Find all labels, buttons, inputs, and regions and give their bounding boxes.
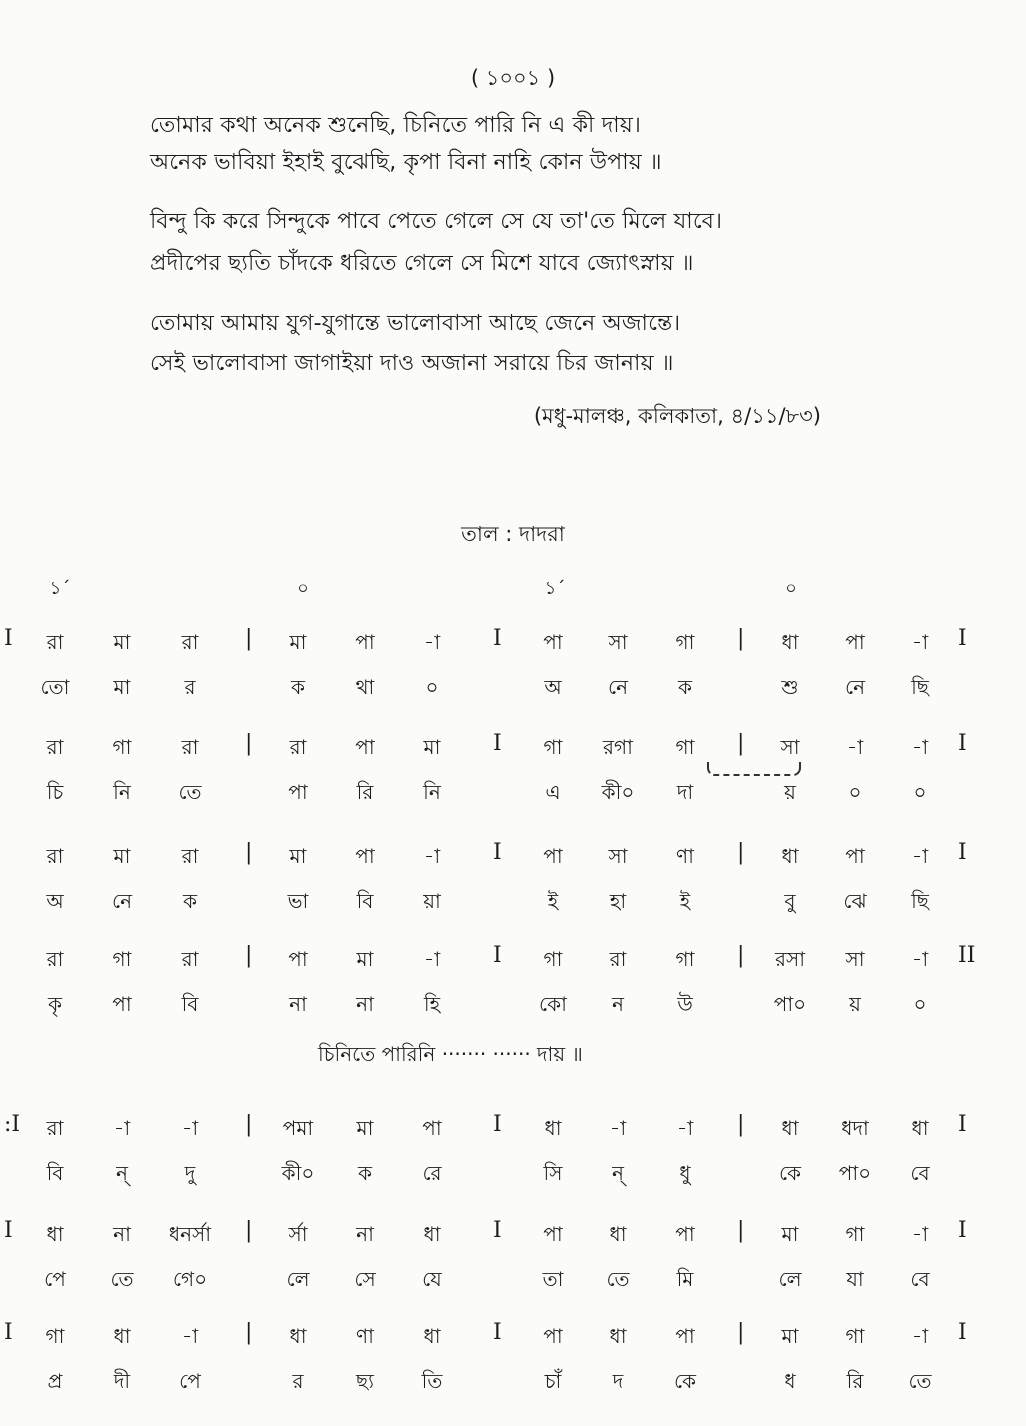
verse-line-6: সেই ভালোবাসা জাগাইয়া দাও অজানা সরায়ে চির জানায় ॥ [150, 351, 674, 376]
lyric-syllable: ই [547, 889, 559, 913]
swara-note: -া [846, 735, 864, 759]
lyric-syllable: এ [545, 780, 561, 804]
lyric-syllable: ধু [679, 1161, 691, 1185]
lyric-syllable: ন্ [116, 1161, 128, 1185]
swara-note: ধা [113, 1324, 131, 1348]
lyric-syllable: না [356, 992, 374, 1016]
verse-line-1: তোমার কথা অনেক শুনেছি, চিনিতে পারি নি এ কী দায়। [150, 113, 642, 138]
beat-divider: | [737, 731, 745, 756]
lyric-syllable: ঝে [843, 889, 867, 913]
swara-note: ধা [781, 630, 799, 654]
lyric-syllable: য়া [423, 889, 441, 913]
beat-divider: I [493, 1218, 502, 1243]
lyric-syllable: পা০ [773, 992, 807, 1016]
swara-note: ধা [544, 1116, 562, 1140]
verse-line-5: তোমায় আমায় যুগ-যুগান্তে ভালোবাসা আছে জেনে অজান্তে। [150, 311, 681, 336]
swara-note: রা [181, 630, 199, 654]
lyric-syllable: পা [288, 780, 308, 804]
verse-line-3: বিন্দু কি করে সিন্দুকে পাবে পেতে গেলে সে যে তা'তে মিলে যাবে। [150, 209, 723, 234]
beat-mark-1: ১´ [49, 578, 71, 599]
lyric-syllable: দা [676, 780, 694, 804]
swara-note: পা [543, 1324, 563, 1348]
swara-note: -া [423, 630, 441, 654]
swara-note: পা [675, 1222, 695, 1246]
swara-note: -া [181, 1324, 199, 1348]
lyric-syllable: উ [677, 992, 693, 1016]
lyric-syllable: যা [846, 1267, 864, 1291]
beat-divider: | [245, 731, 253, 756]
lyric-syllable: বি [356, 889, 374, 913]
swara-note: গা [675, 735, 695, 759]
swara-note: মা [289, 630, 307, 654]
lyric-syllable: ক [358, 1161, 372, 1185]
swara-note: ধা [609, 1222, 627, 1246]
lyric-syllable: অ [46, 889, 64, 913]
swara-note: -া [181, 1116, 199, 1140]
beat-divider: | [245, 1112, 253, 1137]
lyric-syllable: হি [423, 992, 441, 1016]
swara-note: পা [845, 630, 865, 654]
beat-mark-3: ১´ [544, 578, 566, 599]
swara-note: -া [911, 844, 929, 868]
swara-note: রা [609, 947, 627, 971]
lyric-syllable: ছ্য [356, 1369, 374, 1393]
lyric-syllable: ধ [784, 1369, 796, 1393]
swara-note: ধনর্সা [168, 1222, 212, 1246]
lyric-syllable: কী০ [281, 1161, 315, 1185]
lyric-syllable: ০ [848, 780, 862, 804]
lyric-syllable: ক [291, 675, 305, 699]
bar-close: II [958, 943, 976, 968]
swara-note: গা [45, 1324, 65, 1348]
swara-note: না [356, 1222, 374, 1246]
swara-note: ণা [676, 844, 694, 868]
lyric-syllable: বি [46, 1161, 64, 1185]
lyric-syllable: লে [286, 1267, 310, 1291]
swara-note: র্সা [288, 1222, 308, 1246]
swara-note: ধা [609, 1324, 627, 1348]
lyric-syllable: বে [910, 1267, 930, 1291]
swara-note: গা [112, 947, 132, 971]
lyric-syllable: দী [113, 1369, 131, 1393]
swara-note: গা [845, 1324, 865, 1348]
bar-open: :I [4, 1112, 21, 1137]
lyric-syllable: তো [40, 675, 70, 699]
bar-close: I [958, 1218, 967, 1243]
swara-note: মা [356, 1116, 374, 1140]
tal-heading: তাল : দাদরা [461, 522, 565, 546]
beat-divider: I [493, 840, 502, 865]
lyric-syllable: ন [612, 992, 624, 1016]
lyric-syllable: ই [679, 889, 691, 913]
lyric-syllable: প্র [47, 1369, 63, 1393]
swara-note: সা [608, 630, 628, 654]
lyric-syllable: চাঁ [544, 1369, 562, 1393]
lyric-syllable: পে [179, 1369, 201, 1393]
bar-open: I [4, 626, 13, 651]
swara-note: পা [355, 630, 375, 654]
lyric-syllable: কো [539, 992, 567, 1016]
swara-note: পা [543, 844, 563, 868]
lyric-syllable: বে [910, 1161, 930, 1185]
swara-note: ধদা [841, 1116, 869, 1140]
lyric-syllable: রি [356, 780, 374, 804]
swara-note: মা [113, 630, 131, 654]
beat-mark-4: ০ [785, 578, 797, 599]
lyric-syllable: সি [543, 1161, 563, 1185]
lyric-syllable: বি [181, 992, 199, 1016]
swara-note: গা [675, 947, 695, 971]
page-number: ( ১০০১ ) [470, 66, 556, 90]
lyric-syllable: তে [110, 1267, 134, 1291]
swara-note: রা [46, 1116, 64, 1140]
bar-open: I [4, 1320, 13, 1345]
lyric-syllable: নে [844, 675, 866, 699]
swara-note: পা [355, 735, 375, 759]
swara-note: ধা [911, 1116, 929, 1140]
lyric-syllable: কী০ [601, 780, 635, 804]
lyric-syllable: কৃ [48, 992, 62, 1016]
lyric-syllable: র [184, 675, 196, 699]
swara-note: গা [543, 735, 563, 759]
swara-note: পা [845, 844, 865, 868]
swara-note: ণা [356, 1324, 374, 1348]
lyric-syllable: ০ [913, 780, 927, 804]
lyric-syllable: য় [784, 780, 796, 804]
lyric-syllable: ছি [911, 675, 929, 699]
lyric-syllable: পে [44, 1267, 66, 1291]
lyric-syllable: নি [113, 780, 131, 804]
lyric-syllable: য় [849, 992, 861, 1016]
beat-divider: | [245, 943, 253, 968]
swara-note: পা [543, 630, 563, 654]
lyric-syllable: পা০ [838, 1161, 872, 1185]
lyric-syllable: গে০ [172, 1267, 208, 1291]
swara-note: মা [113, 844, 131, 868]
beat-mark-2: ০ [297, 578, 309, 599]
beat-divider: I [493, 626, 502, 651]
swara-note: পা [422, 1116, 442, 1140]
lyric-syllable: নে [111, 889, 133, 913]
swara-note: ধা [46, 1222, 64, 1246]
beat-divider: | [245, 1320, 253, 1345]
bar-close: I [958, 1112, 967, 1137]
swara-note: রা [46, 630, 64, 654]
lyric-syllable: ভা [287, 889, 309, 913]
lyric-syllable: র [292, 1369, 304, 1393]
swara-note: পা [355, 844, 375, 868]
lyric-syllable: লে [778, 1267, 802, 1291]
swara-note: সা [608, 844, 628, 868]
swara-note: -া [911, 947, 929, 971]
bar-close: I [958, 626, 967, 651]
lyric-syllable: কে [673, 1369, 697, 1393]
lyric-syllable: ক [183, 889, 197, 913]
swara-note: রা [181, 844, 199, 868]
swara-note: ধা [289, 1324, 307, 1348]
swara-note: -া [676, 1116, 694, 1140]
beat-divider: | [245, 840, 253, 865]
swara-note: মা [781, 1324, 799, 1348]
beat-divider: I [493, 943, 502, 968]
lyric-syllable: হা [609, 889, 627, 913]
verse-line-2: অনেক ভাবিয়া ইহাই বুঝেছি, কৃপা বিনা নাহি কোন উপায় ॥ [150, 150, 662, 175]
swara-note: মা [423, 735, 441, 759]
swara-note: রা [289, 735, 307, 759]
lyric-syllable: যে [422, 1267, 442, 1291]
beat-divider: | [737, 1320, 745, 1345]
swara-note: পা [543, 1222, 563, 1246]
swara-note: -া [911, 735, 929, 759]
bar-close: I [958, 1320, 967, 1345]
swara-note: গা [675, 630, 695, 654]
beat-divider: I [493, 1112, 502, 1137]
bar-open: I [4, 1218, 13, 1243]
lyric-syllable: নি [423, 780, 441, 804]
swara-note: গা [112, 735, 132, 759]
beat-divider: | [737, 840, 745, 865]
bar-close: I [958, 731, 967, 756]
swara-note: রা [46, 735, 64, 759]
swara-note: রা [46, 947, 64, 971]
swara-note: পমা [282, 1116, 314, 1140]
beat-divider: I [493, 731, 502, 756]
lyric-syllable: মি [676, 1267, 694, 1291]
swara-note: গা [543, 947, 563, 971]
swara-note: গা [845, 1222, 865, 1246]
lyric-syllable: ০ [425, 675, 439, 699]
source-credit: (মধু-মালঞ্চ, কলিকাতা, ৪/১১/৮৩) [533, 404, 821, 428]
lyric-syllable: তে [908, 1369, 932, 1393]
lyric-syllable: দু [184, 1161, 196, 1185]
verse-line-4: প্রদীপের ছ্যতি চাঁদকে ধরিতে গেলে সে মিশে যাবে জ্যোৎস্নায় ॥ [150, 251, 694, 276]
lyric-syllable: তে [606, 1267, 630, 1291]
lyric-syllable: শু [781, 675, 799, 699]
lyric-syllable: তা [542, 1267, 564, 1291]
swara-note: -া [423, 947, 441, 971]
lyric-syllable: রে [422, 1161, 442, 1185]
lyric-syllable: ন্ [612, 1161, 624, 1185]
beat-divider: | [737, 943, 745, 968]
lyric-syllable: নে [607, 675, 629, 699]
swara-note: পা [675, 1324, 695, 1348]
swara-note: রসা [774, 947, 805, 971]
lyric-syllable: না [289, 992, 307, 1016]
slur-mark [707, 762, 801, 776]
lyric-syllable: তি [421, 1369, 443, 1393]
lyric-syllable: তে [178, 780, 202, 804]
swara-note: -া [609, 1116, 627, 1140]
swara-note: -া [113, 1116, 131, 1140]
swara-note: -া [911, 1222, 929, 1246]
lyric-syllable: মা [113, 675, 131, 699]
swara-note: মা [289, 844, 307, 868]
swara-note: -া [911, 630, 929, 654]
lyric-syllable: ছি [911, 889, 929, 913]
refrain-line: চিনিতে পারিনি ······· ······ দায় ॥ [318, 1042, 583, 1066]
swara-note: ধা [781, 1116, 799, 1140]
swara-note: পা [288, 947, 308, 971]
swara-note: না [113, 1222, 131, 1246]
swara-note: ধা [423, 1222, 441, 1246]
swara-note: -া [911, 1324, 929, 1348]
lyric-syllable: ক [678, 675, 692, 699]
beat-divider: I [493, 1320, 502, 1345]
lyric-syllable: চি [46, 780, 64, 804]
swara-note: রা [181, 947, 199, 971]
beat-divider: | [737, 626, 745, 651]
beat-divider: | [737, 1218, 745, 1243]
lyric-syllable: দ [612, 1369, 624, 1393]
swara-note: রা [46, 844, 64, 868]
beat-divider: | [737, 1112, 745, 1137]
beat-divider: | [245, 1218, 253, 1243]
lyric-syllable: থা [355, 675, 375, 699]
lyric-syllable: ০ [913, 992, 927, 1016]
swara-note: ধা [781, 844, 799, 868]
bar-close: I [958, 840, 967, 865]
lyric-syllable: অ [544, 675, 562, 699]
swara-note: সা [845, 947, 865, 971]
swara-note: ধা [423, 1324, 441, 1348]
lyric-syllable: কে [778, 1161, 802, 1185]
swara-note: মা [356, 947, 374, 971]
beat-divider: | [245, 626, 253, 651]
lyric-syllable: সে [354, 1267, 376, 1291]
swara-note: -া [423, 844, 441, 868]
lyric-syllable: পা [112, 992, 132, 1016]
swara-note: রা [181, 735, 199, 759]
swara-note: সা [780, 735, 800, 759]
swara-note: মা [781, 1222, 799, 1246]
lyric-syllable: রি [846, 1369, 864, 1393]
lyric-syllable: বু [784, 889, 796, 913]
swara-note: রগা [603, 735, 633, 759]
